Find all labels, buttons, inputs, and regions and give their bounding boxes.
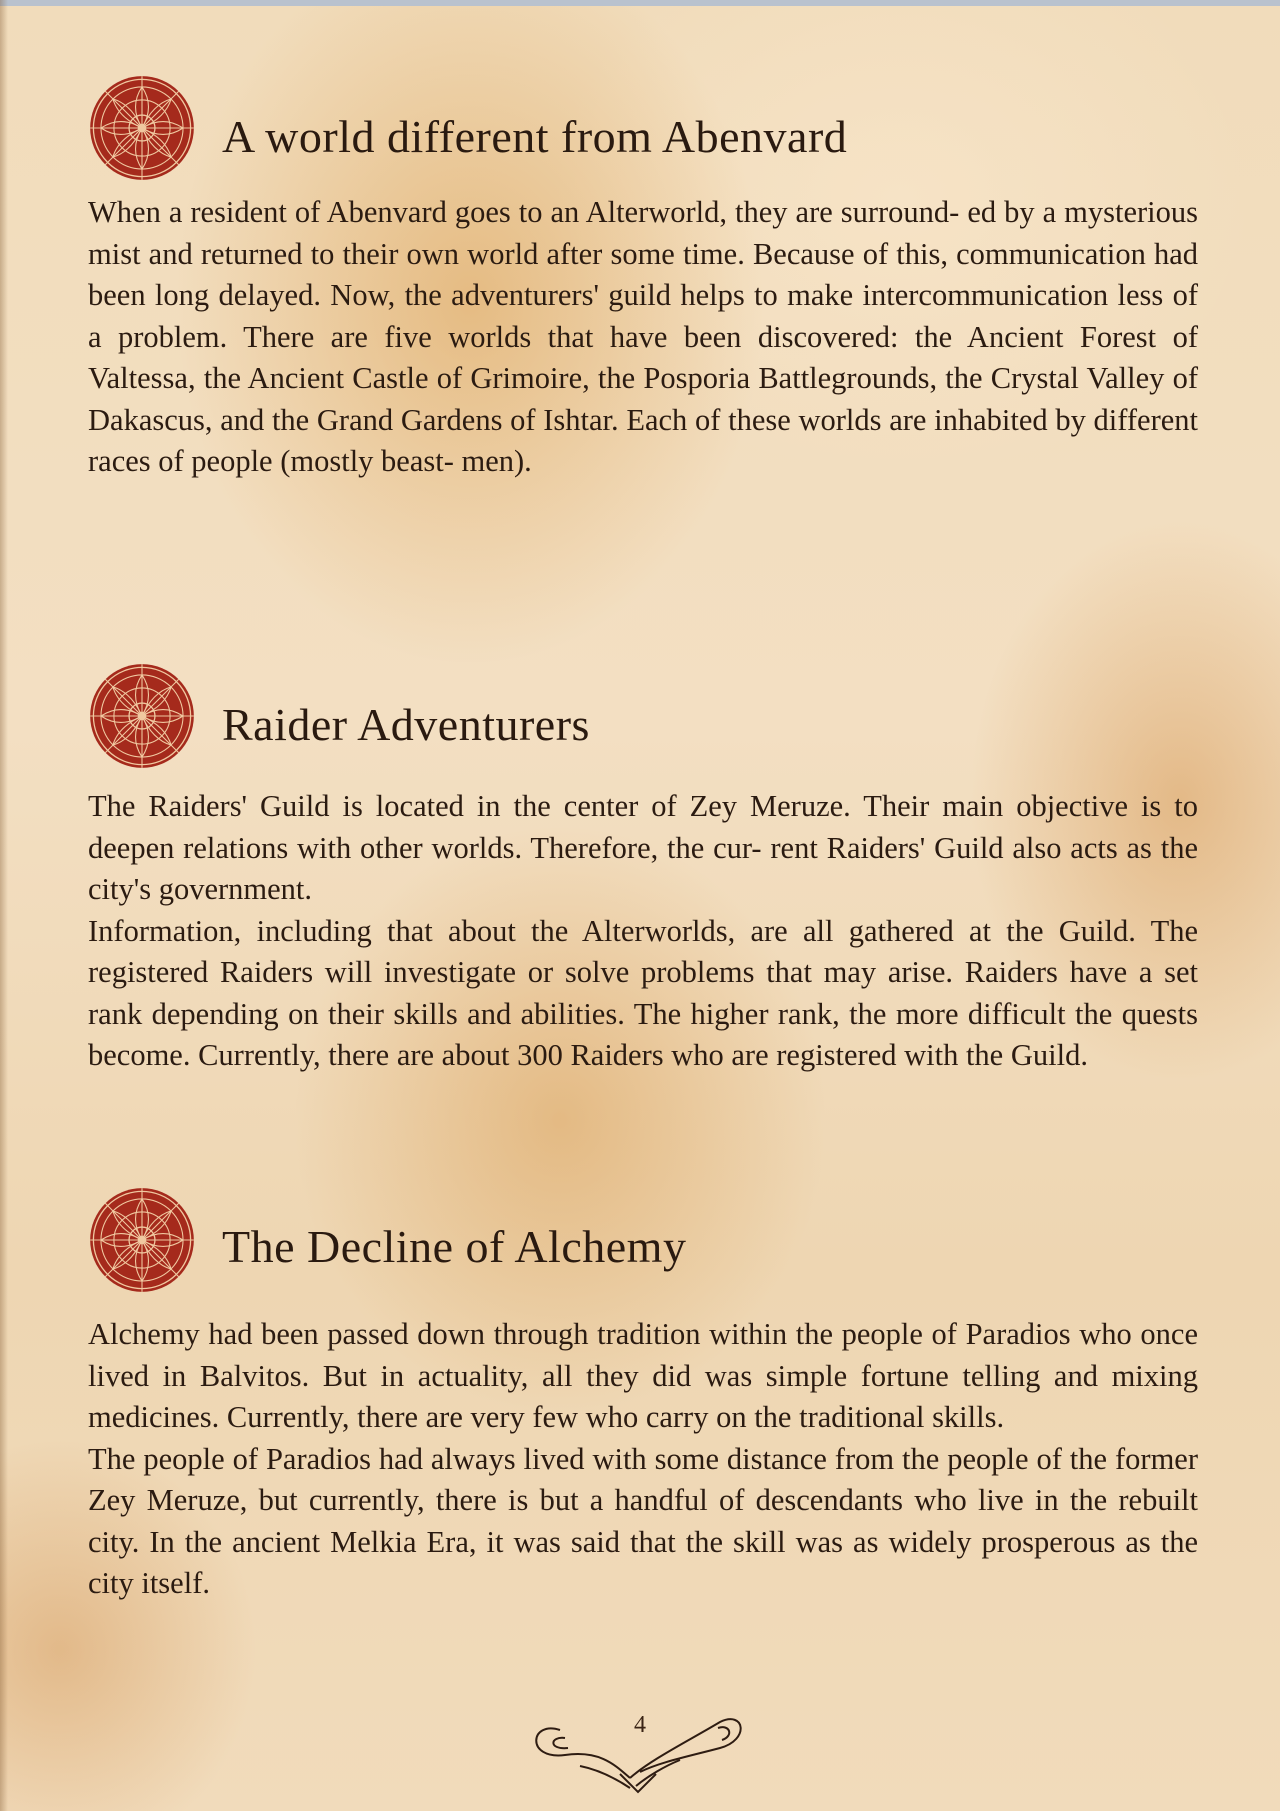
paragraph: Alchemy had been passed down through tradition within the people of Paradios who once lived in Balvitos. But in actuality, all they did was simple fortune telling and mixing medicines. Currently, there are very few who carry on the traditional skills. <box>88 1317 1198 1434</box>
page-edge-shadow <box>0 0 8 1811</box>
page-number: 4 <box>634 1712 646 1738</box>
page-top-border <box>0 0 1280 6</box>
section-body <box>88 786 1198 1077</box>
page-footer <box>520 1700 760 1800</box>
section-heading <box>88 74 1198 184</box>
paragraph: The Raiders' Guild is located in the center of Zey Meruze. Their main objective is to deepen relations with other worlds. Therefore, the cur- rent Raiders' Guild also acts as the city's government. <box>88 789 1198 906</box>
section-world-different <box>88 74 1198 483</box>
section-heading <box>88 1186 1198 1296</box>
section-title: Raider Adventurers <box>222 699 590 750</box>
ornate-rosette-icon <box>88 1186 196 1294</box>
section-body <box>88 1314 1198 1605</box>
ornate-rosette-icon <box>88 74 196 182</box>
paragraph: Information, including that about the Alterworlds, are all gathered at the Guild. The registered Raiders will investigate or solve problems that may arise. Raiders have a set rank depending on their skills and abilities. The higher rank, the more difficult the quests become. Currently, there are about 300 Raiders who are registered with the Guild. <box>88 913 1198 1072</box>
section-heading <box>88 662 1198 772</box>
section-body <box>88 192 1198 483</box>
section-decline-of-alchemy <box>88 1186 1198 1605</box>
paragraph: The people of Paradios had always lived with some distance from the people of the former Zey Meruze, but currently, there is but a handful of descendants who live in the rebuilt city. In the ancient Melkia Era, it was said that the skill was as widely prosperous as the city itself. <box>88 1441 1198 1600</box>
ornate-rosette-icon <box>88 662 196 770</box>
section-title: A world different from Abenvard <box>222 111 848 162</box>
section-raider-adventurers <box>88 662 1198 1077</box>
paragraph: When a resident of Abenvard goes to an Alterworld, they are surround- ed by a mysterious mist and returned to their own world after some time. Because of this, communication had been long delayed. Now, the adventurers' guild helps to make intercommunication less of a problem. There are five worlds that have been discovered: the Ancient Forest of Valtessa, the Ancient Castle of Grimoire, the Posporia Battlegrounds, the Crystal Valley of Dakascus, and the Grand Gardens of Ishtar. Each of these worlds are inhabited by different races of people (mostly beast- men). <box>88 195 1198 478</box>
section-title: The Decline of Alchemy <box>222 1221 687 1272</box>
